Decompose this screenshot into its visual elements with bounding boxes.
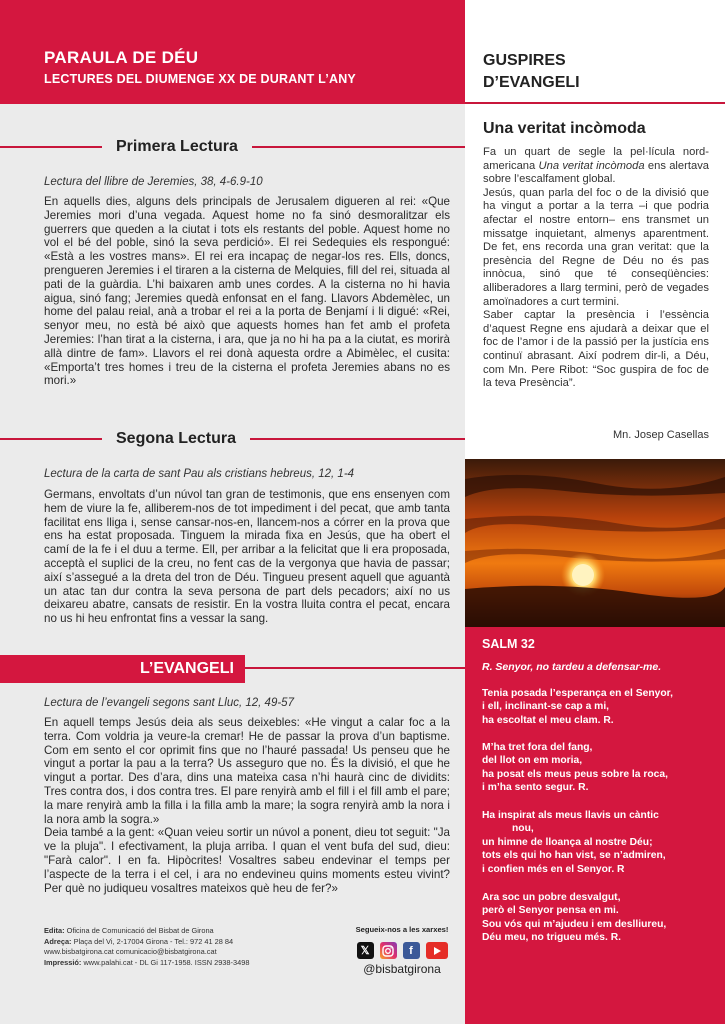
text: Fa un quart de segle la pel·lícula nord-americana [483, 146, 709, 172]
psalm-line: i confien més en el Senyor. R [482, 863, 625, 875]
address: Plaça del Vi, 2-17004 Girona - Tel.: 972 41 28 84 [73, 936, 234, 946]
gospel-heading [0, 655, 245, 683]
reflection-paragraph [483, 146, 709, 187]
instagram-icon[interactable] [380, 942, 397, 959]
facebook-icon[interactable]: f [403, 942, 420, 959]
print-label: Impressió: [44, 957, 82, 967]
psalm-stanza [482, 741, 717, 795]
psalm-line: Tenia posada l’esperança en el Senyor, [482, 688, 673, 699]
psalm-line: ha escoltat el meu clam. R. [482, 714, 614, 726]
psalm-line: però el Senyor pensa en mi. [482, 905, 619, 917]
gospel-paragraph: Deia també a la gent: «Quan veieu sortir un núvol a ponent, dieu tot seguit: "Ja ve la pluja". I efectivament, la pluja arriba. I quan el vent bufa del sud, dieu: "Farà calor". I en fa. Hipòcrites! Vosaltres sabeu endevinar el temps per l’aspecte de la terra i el cel, i ara no endevineu quins moments esteu vivint? Per què no judiqueu vosaltres mateixos què heu de fer?» [44, 826, 450, 895]
reflection-text [483, 146, 709, 391]
second-reading-reference: Lectura de la carta de sant Pau als cristians hebreus, 12, 1-4 [44, 468, 355, 480]
sidebar-header [465, 0, 725, 104]
reflection-paragraph: Jesús, quan parla del foc o de la divisió que ha vingut a portar a la terra –i que podria afectar el nostre entorn– ens transmet un missatge inquietant, almenys aparentment. De fet, ens recorda una gran veritat: que la presència del Regne de Déu no és pas innòcua, sinó que té conseqüències: alliberadores a llarg termini, però de vegades amoïnadores a curt termini. [483, 186, 709, 308]
film-title: Una veritat incòmoda [538, 159, 645, 172]
psalm-response: R. Senyor, no tardeu a defensar-me. [482, 661, 662, 673]
gospel-text [44, 716, 450, 895]
psalm-line: un himne de lloança al nostre Déu; [482, 836, 653, 848]
sidebar-title-line: D’EVANGELI [483, 74, 580, 91]
psalm-line: M’ha tret fora del fang, [482, 742, 593, 753]
divider [465, 102, 725, 104]
psalm-stanza [482, 809, 717, 876]
address-label: Adreça: [44, 936, 72, 946]
psalm-panel [465, 627, 725, 1024]
psalm-line: ha posat els meus peus sobre la roca, [482, 768, 668, 780]
social-block [342, 925, 462, 976]
text: ens alertava sobre l’escalfament global. [483, 159, 710, 186]
edita-label: Edita: [44, 926, 65, 935]
psalm-line: Ha inspirat als meus llavis un càntic [482, 810, 659, 821]
sidebar-title [483, 50, 580, 94]
psalm-line: tots els qui ho han vist, se n’admiren, [482, 850, 666, 862]
youtube-icon[interactable] [426, 942, 448, 959]
reflection-signature: Mn. Josep Casellas [613, 429, 709, 441]
social-handle[interactable]: @bisbatgirona [363, 962, 441, 976]
first-reading-title: Primera Lectura [102, 134, 252, 160]
readings-header [0, 0, 465, 104]
psalm-stanza [482, 687, 717, 727]
second-reading-title: Segona Lectura [102, 426, 250, 452]
first-reading-reference: Lectura del llibre de Jeremies, 38, 4-6.9-10 [44, 176, 263, 188]
web-contact[interactable]: www.bisbatgirona.cat comunicacio@bisbatgirona.cat [44, 947, 217, 956]
psalm-line: Déu meu, no trigueu més. R. [482, 932, 622, 944]
psalm-line: Sou vós qui m’ajudeu i em deslliureu, [482, 918, 667, 930]
gospel-reference: Lectura de l’evangeli segons sant Lluc, 12, 49-57 [44, 697, 294, 709]
colophon [44, 926, 334, 968]
publisher: Oficina de Comunicació del Bisbat de Girona [66, 926, 214, 935]
psalm-line: del llot on em moria, [482, 755, 583, 767]
psalm-line: i ell, inclinant-se cap a mi, [482, 701, 610, 713]
reflection-paragraph: Saber captar la presència i l’essència d’aquest Regne ens ajudarà a deixar que el foc de l’amor i de la passió per la justícia ens continuï abrasant. Així podrem dir-li, a Déu, com Mn. Pere Ribot: “Soc guspira de foc de la teva Presència”. [483, 309, 709, 390]
reflection-title: Una veritat incòmoda [483, 120, 646, 137]
psalm-line: Ara soc un pobre desvalgut, [482, 892, 621, 903]
psalm-line: nou, [512, 823, 534, 835]
sidebar-title-line: GUSPIRES [483, 52, 566, 69]
gospel-title: L’EVANGELI [140, 660, 234, 677]
psalm-line: i m’ha sento segur. R. [482, 782, 589, 794]
first-reading-text: En aquells dies, alguns dels principals de Jerusalem digueren al rei: «Que Jeremies mori d’una vegada. Aquest home no fa sinó desmoralitzar els guerrers que queden a la ciutat i tots els restants del poble. Aquest home no vol el bé del poble, sinó la seva perdició». El rei Sedequies els respongué: «Està a les vostres mans». El rei era incapaç de negar-los res. Ells, doncs, prengueren Jeremies i el tiraren a la cisterna de Melquies, fill del rei, situada al pati de la guàrdia. L’hi baixaren amb unes cordes. A la cisterna no hi havia aigua, sinó fang; Jeremies quedà enfonsat en el fang. Llavors Abdemèlec, un home del palau reial, anà a trobar el rei a la porta de Benjamí i li digué: «Rei, senyor meu, no està bé això que aquests homes han fet amb el profeta Jeremies: l’han tirat a la cisterna, i ara, que ja no hi ha pa a la ciutat, es morirà allà dintre de fam». Llavors el rei donà aquesta ordre a Abimèlec, el cusita: «Emporta’t tres homes i treu de la cisterna el profeta Jeremies abans no es mori.» [44, 195, 450, 388]
page-subtitle: LECTURES DEL DIUMENGE XX DE DURANT L’ANY [44, 72, 356, 86]
divider [245, 667, 465, 669]
social-icons [342, 942, 462, 959]
printer: www.palahi.cat - DL Gi 117-1958. ISSN 2938-3498 [83, 957, 250, 967]
x-icon[interactable]: 𝕏 [357, 942, 374, 959]
social-title: Segueix-nos a les xarxes! [355, 925, 449, 934]
page-title: PARAULA DE DÉU [44, 48, 199, 67]
sunset-image [465, 459, 725, 627]
psalm-title: SALM 32 [482, 637, 535, 651]
psalm-stanza [482, 891, 717, 945]
second-reading-text: Germans, envoltats d’un núvol tan gran de testimonis, que ens ensenyen com hem de viure la fe, alliberem-nos de tot impediment i del pecat, que amb tanta facilitat ens lliga i, sense cansar-nos-en, llancem-nos a córrer en la prova que ens ha estat proposada. Tinguem la mirada fixa en Jesús, que ha obert el camí de la fe i el duu a terme. Ell, per arribar a la felicitat que li era proposada, acceptà el suplici de la creu, no fent cas de la vergonya que havia de passar; així s’assegué a la dreta del tron de Déu. Tingueu present aquell que aguantà un atac tan dur contra la seva persona de part dels pecadors; així no us deixareu abatre, cansats de resistir. En la vostra lluita contra el pecat, encara no us hi heu enfrontat fins a vessar la sang. [44, 488, 450, 626]
gospel-paragraph: En aquell temps Jesús deia als seus deixebles: «He vingut a calar foc a la terra. Com voldria ja veure-la cremar! He de passar la prova d’un baptisme. Com em sento el cor oprimit fins que no l’hauré passada! Us penseu que he vingut a portar la pau a la terra? Us asseguro que no. És la divisió, el que he vingut a portar. Des d’ara, dins una mateixa casa n’hi haurà cinc de dividits: Tres contra dos, i dos contra tres. El pare renyirà amb el fill i el fill amb el pare; la mare renyirà amb la filla i la filla amb la mare; la sogra renyirà amb la nora i la nora amb la sogra.» [44, 716, 450, 826]
